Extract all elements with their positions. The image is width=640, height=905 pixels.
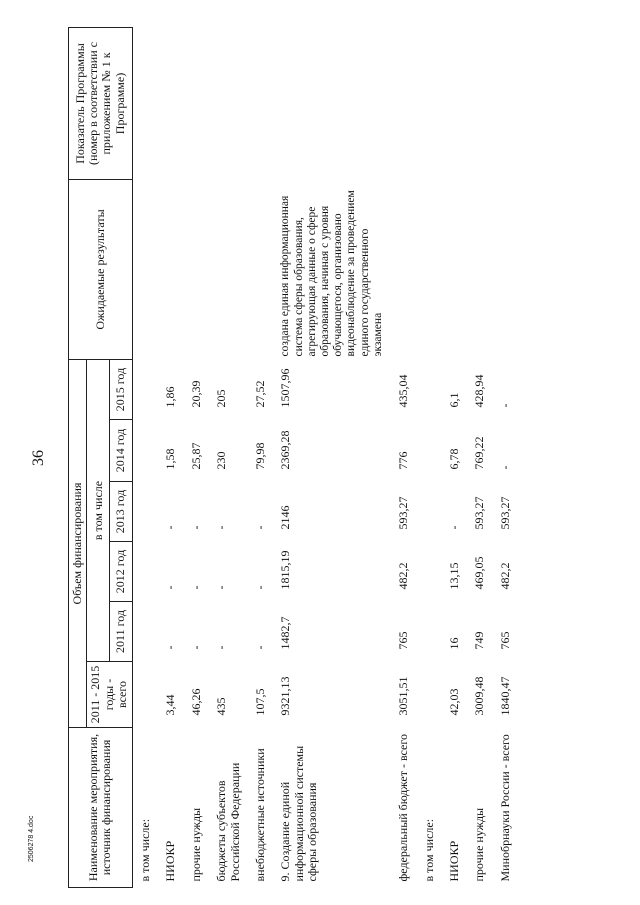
cell-y2014	[417, 420, 442, 482]
cell-y2013: 593,27	[396, 496, 411, 530]
cell-y2014: 776	[396, 451, 411, 470]
cell-y2012: 13,15	[447, 562, 461, 590]
cell-total	[417, 662, 442, 728]
funding-table	[68, 27, 518, 888]
cell-y2012: -	[163, 585, 178, 590]
cell-indicator	[467, 27, 492, 179]
table-row	[391, 27, 416, 887]
cell-name: НИОКР	[163, 840, 178, 882]
cell-y2015: 27,52	[252, 380, 267, 408]
cell-y2012	[417, 542, 442, 602]
cell-y2014: 769,22	[472, 436, 487, 470]
cell-results	[442, 179, 467, 359]
cell-y2012: 469,05	[472, 556, 487, 590]
cell-y2014: 2369,28	[278, 430, 293, 470]
header-funding: Объем финансирования	[69, 359, 87, 727]
cell-results	[132, 179, 158, 359]
cell-results	[158, 179, 183, 359]
cell-y2011: 1482,7	[278, 616, 293, 650]
cell-total: 46,26	[188, 688, 203, 716]
cell-results	[493, 179, 518, 359]
table-row	[209, 27, 248, 887]
cell-y2014: 79,98	[252, 442, 267, 470]
cell-indicator	[493, 27, 518, 179]
cell-y2011: 765	[396, 631, 411, 650]
cell-results: создана единая информационная система сферы образования, агрегирующая данные о сфере образования, начиная с уровня обучающегося, организовано видеонаблюдение за проведением единого государственного экзамена	[279, 190, 384, 357]
header-incl: в том числе	[87, 359, 110, 661]
table-row	[158, 27, 183, 887]
header-year-2015: 2015 год	[110, 359, 133, 419]
cell-total: 3,44	[163, 694, 178, 716]
cell-results	[391, 179, 416, 359]
header-name: Наименование мероприятия, источник финансирования	[69, 728, 133, 888]
cell-y2011: -	[188, 645, 203, 650]
cell-name: федеральный бюджет - всего	[396, 734, 411, 882]
cell-y2012	[132, 542, 158, 602]
cell-y2012: 482,2	[497, 562, 512, 590]
footer-code: 2506278 4.doc	[28, 815, 35, 862]
cell-y2011	[132, 602, 158, 662]
cell-indicator	[391, 27, 416, 179]
cell-indicator	[417, 27, 442, 179]
cell-name: Минобрнауки России - всего	[497, 734, 512, 882]
cell-y2015: -	[497, 403, 512, 408]
cell-y2012: 1815,19	[278, 550, 293, 590]
cell-name: внебюджетные источники	[252, 748, 267, 882]
cell-y2011: 765	[497, 631, 512, 650]
table-row	[493, 27, 518, 887]
cell-y2015: 1,86	[163, 386, 178, 408]
table-row	[132, 27, 158, 887]
header-indicator: Показатель Программы (номер в соответствии с приложением № 1 к Программе)	[69, 27, 133, 179]
cell-y2013	[417, 482, 442, 542]
cell-y2013: -	[188, 525, 203, 530]
cell-name: НИОКР	[447, 840, 461, 882]
cell-y2011: 16	[447, 637, 461, 650]
table-body	[132, 27, 518, 887]
cell-y2013: 593,27	[472, 496, 487, 530]
cell-y2014: 6,78	[447, 448, 461, 470]
cell-y2011	[417, 602, 442, 662]
cell-y2013: -	[252, 525, 267, 530]
table-row	[417, 27, 442, 887]
cell-results	[184, 179, 209, 359]
cell-results	[248, 179, 273, 359]
cell-results	[209, 179, 248, 359]
table-row	[248, 27, 273, 887]
cell-indicator	[248, 27, 273, 179]
cell-y2014: 230	[214, 451, 229, 470]
cell-name: 9. Создание единой информационной системы сферы образования	[278, 745, 320, 882]
cell-total	[132, 662, 158, 728]
cell-y2013: -	[214, 525, 229, 530]
cell-y2014: 25,87	[188, 442, 203, 470]
cell-y2015: 435,04	[396, 374, 411, 408]
cell-y2011: -	[163, 645, 178, 650]
cell-y2014: 1,58	[163, 448, 178, 470]
cell-y2015: 1507,96	[278, 368, 293, 408]
cell-y2015	[417, 359, 442, 419]
cell-y2015: 6,1	[447, 392, 461, 408]
header-results: Ожидаемые результаты	[69, 179, 133, 359]
header-total: 2011 - 2015 годы - всего	[87, 662, 132, 728]
header-year-2013: 2013 год	[110, 482, 133, 542]
table-row	[273, 27, 391, 887]
cell-total: 42,03	[447, 688, 461, 716]
table-row	[442, 27, 467, 887]
cell-total: 9321,13	[278, 676, 293, 716]
cell-y2013: 593,27	[497, 496, 512, 530]
cell-indicator	[273, 27, 391, 179]
cell-y2011: -	[214, 645, 229, 650]
cell-total: 3051,51	[396, 676, 411, 716]
cell-name: бюджеты субъектов Российской Федерации	[214, 762, 242, 882]
header-year-2012: 2012 год	[110, 542, 133, 602]
cell-y2012: 482,2	[396, 562, 411, 590]
cell-y2012: -	[188, 585, 203, 590]
table-row	[467, 27, 492, 887]
cell-y2011: -	[252, 645, 267, 650]
table-row	[184, 27, 209, 887]
cell-y2015: 205	[214, 389, 229, 408]
cell-name: в том числе:	[421, 818, 436, 882]
cell-y2013	[132, 482, 158, 542]
cell-y2013: -	[447, 525, 461, 530]
cell-y2013: -	[163, 525, 178, 530]
cell-y2012: -	[252, 585, 267, 590]
cell-y2013: 2146	[278, 505, 293, 530]
cell-total: 435	[214, 697, 229, 716]
cell-results	[417, 179, 442, 359]
cell-y2011: 749	[472, 631, 487, 650]
cell-y2014	[132, 420, 158, 482]
header-year-2014: 2014 год	[110, 420, 133, 482]
cell-name: в том числе:	[137, 818, 152, 882]
cell-results	[467, 179, 492, 359]
cell-indicator	[132, 27, 158, 179]
cell-total: 3009,48	[472, 676, 487, 716]
cell-y2015: 428,94	[472, 374, 487, 408]
cell-total: 107,5	[252, 688, 267, 716]
cell-name: прочие нужды	[472, 807, 487, 882]
header-year-2011: 2011 год	[110, 602, 133, 662]
cell-total: 1840,47	[497, 676, 512, 716]
cell-indicator	[158, 27, 183, 179]
cell-y2014: -	[497, 465, 512, 470]
cell-indicator	[209, 27, 248, 179]
cell-indicator	[442, 27, 467, 179]
cell-y2015	[132, 359, 158, 419]
cell-name: прочие нужды	[188, 807, 203, 882]
cell-y2012: -	[214, 585, 229, 590]
cell-indicator	[184, 27, 209, 179]
page-number: 36	[30, 450, 47, 466]
cell-y2015: 20,39	[188, 380, 203, 408]
